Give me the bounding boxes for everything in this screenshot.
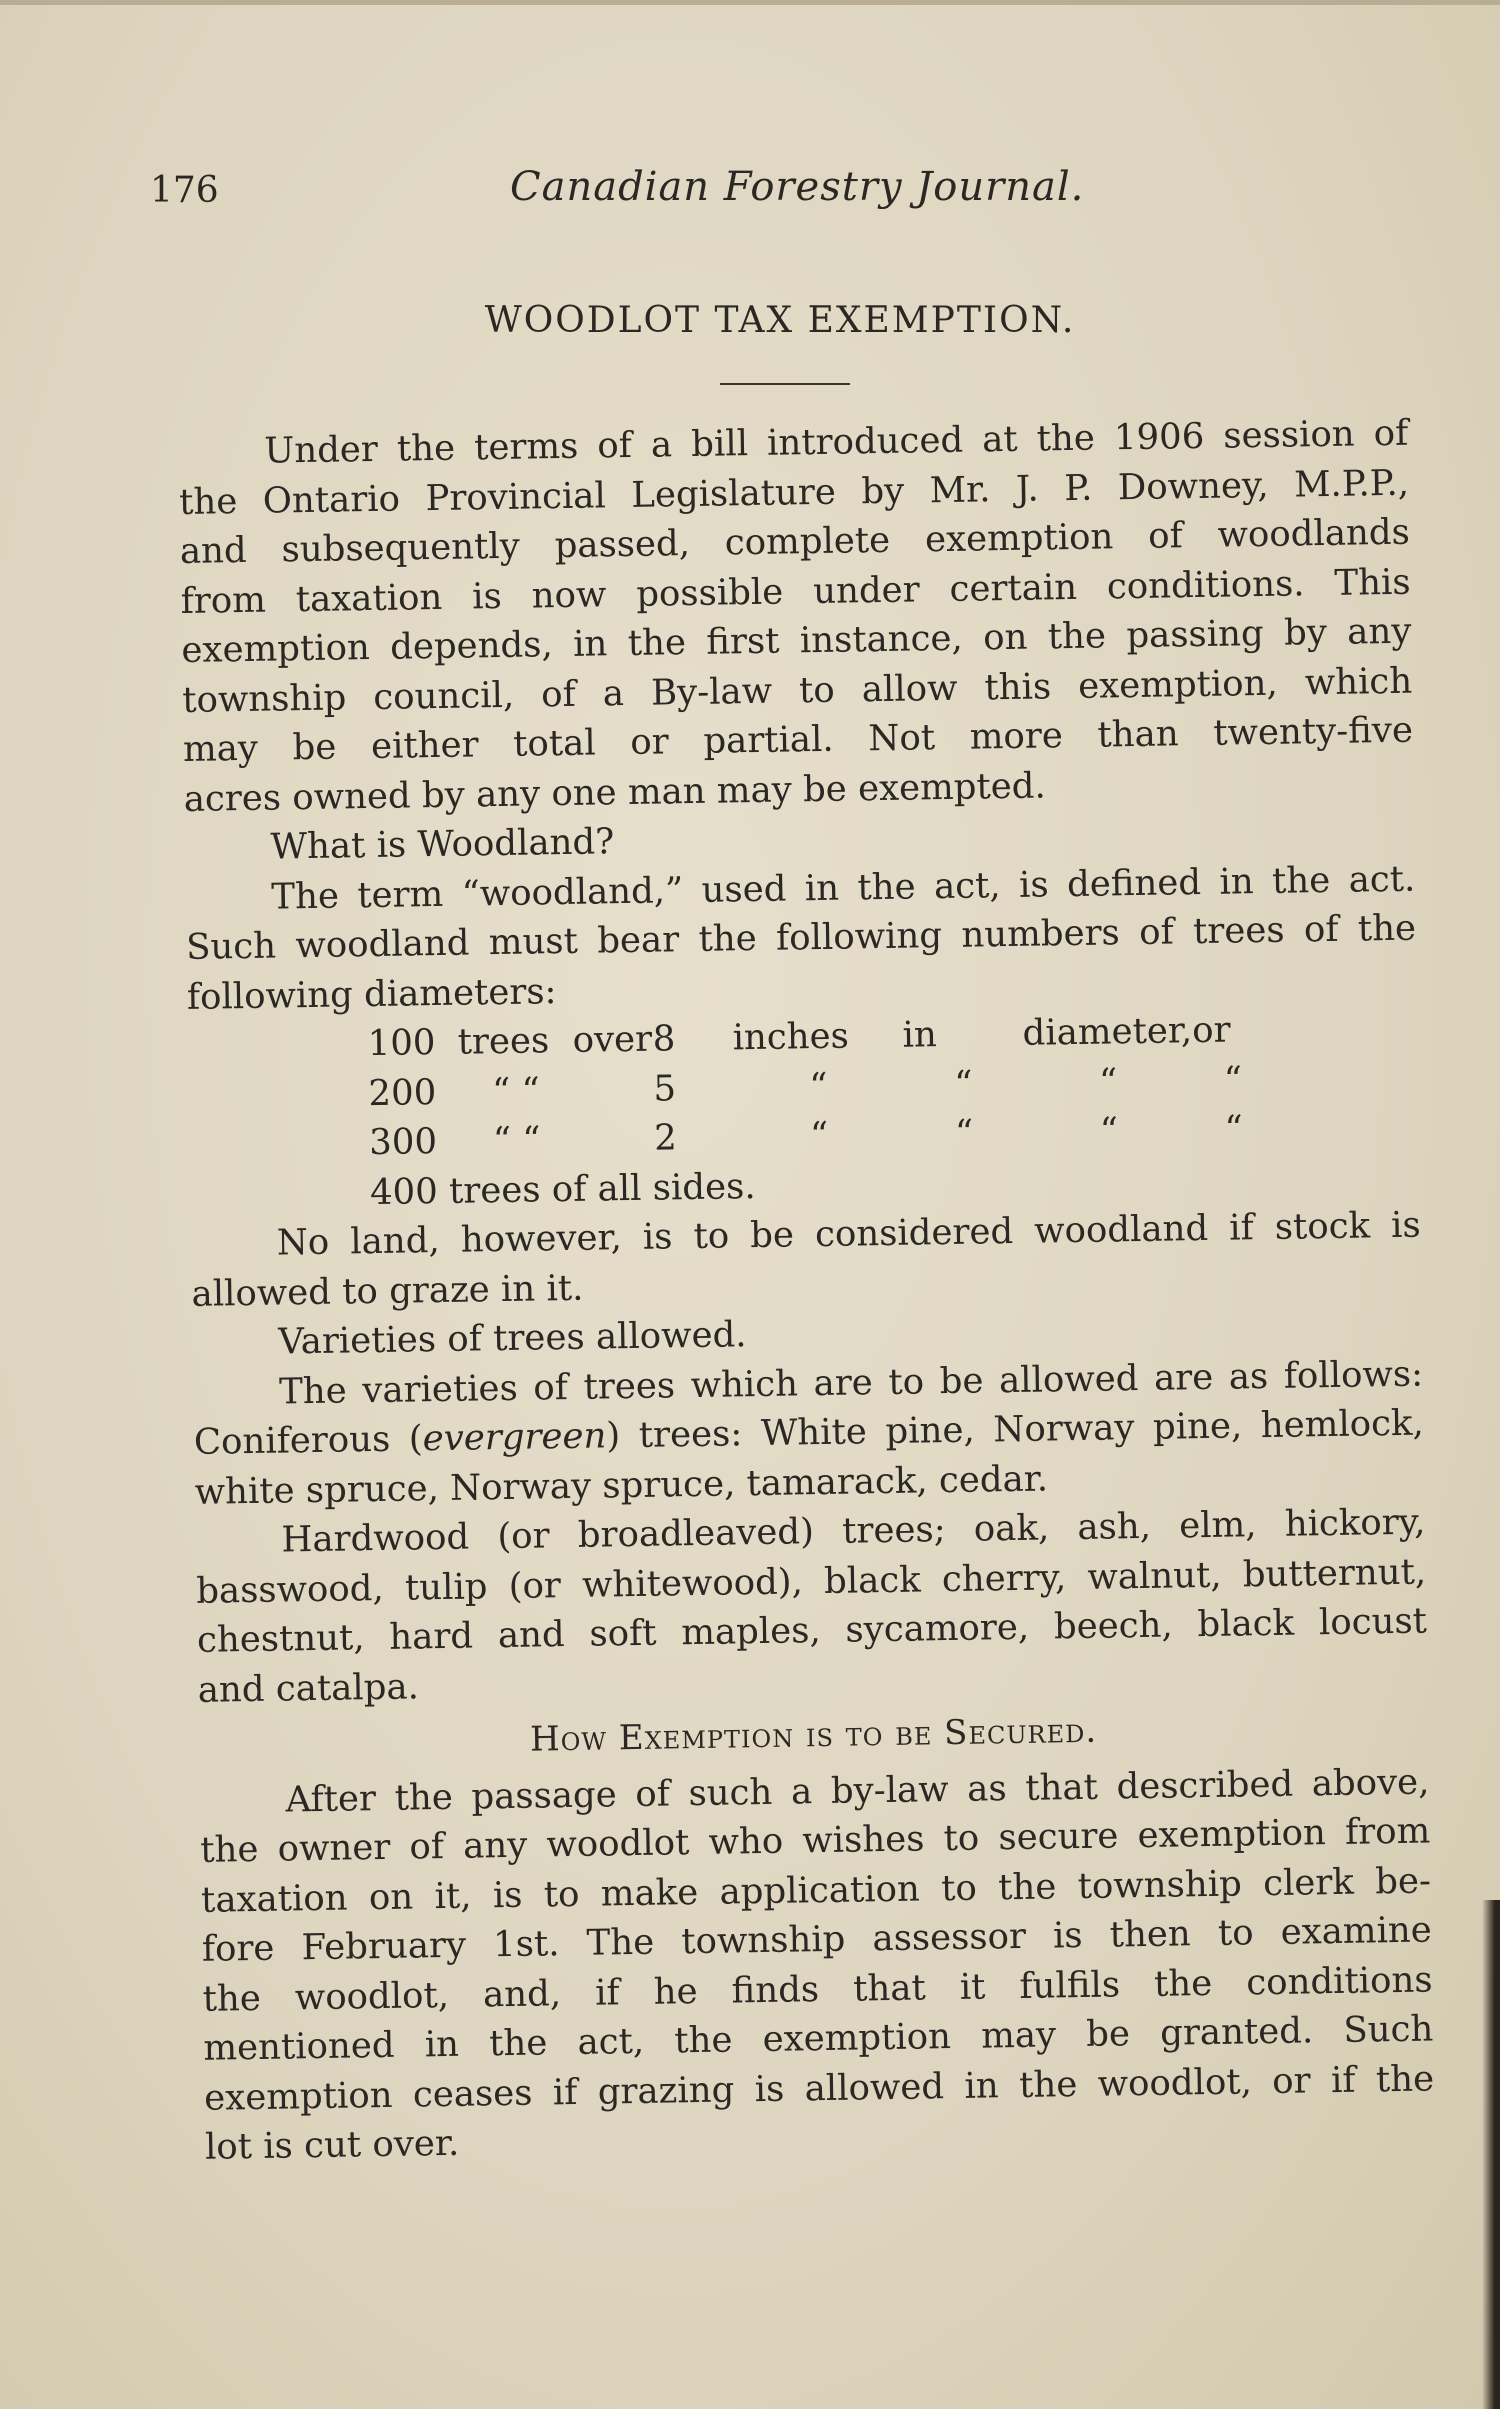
text-line: After the passage of such a by-law as that described above, — [285, 1761, 1430, 1820]
text-line: Under the terms of a bill introduced at the 1906 session of — [264, 412, 1409, 472]
table-cell: “ — [809, 1114, 829, 1157]
text-line: chestnut, hard and soft maples, sycamore, beech, black locust — [196, 1600, 1428, 1661]
text-line: mentioned in the act, the exemption may be granted. Such — [203, 2008, 1434, 2069]
table-cell: 200 — [368, 1071, 437, 1114]
table-cell: “ — [954, 1112, 974, 1154]
table-cell: 5 — [653, 1067, 677, 1110]
running-header — [150, 164, 1420, 230]
table-cell: “ — [1099, 1110, 1119, 1152]
table-cell: or — [1191, 1009, 1231, 1052]
text-line: township council, of a By-law to allow this exemption, which — [181, 660, 1413, 721]
text-line: basswood, tulip (or whitewood), black cherry, walnut, butternut, — [195, 1551, 1427, 1612]
definition-paragraph — [185, 854, 1417, 1022]
journal-title: Canadian Forestry Journal. — [510, 164, 1085, 210]
grazing-paragraph — [190, 1201, 1421, 1319]
text-line: the woodlot, and, if he finds that it fulfils the conditions — [202, 1958, 1433, 2020]
text-line: exemption depends, in the first instance, on the passing by any — [181, 610, 1412, 671]
text-line: The varieties of trees which are to be allowed are as follows: — [278, 1353, 1424, 1413]
table-cell: 100 — [367, 1022, 436, 1065]
article-body — [178, 409, 1435, 2173]
table-cell: 2 — [653, 1117, 678, 1159]
hardwood-paragraph — [195, 1498, 1428, 1715]
section-heading: How Exemption is to be Secured. — [529, 1710, 1098, 1760]
italic-term: evergreen — [422, 1415, 607, 1460]
procedure-paragraph — [199, 1757, 1435, 2172]
table-cell: “ — [953, 1063, 973, 1105]
text-line: The term “woodland,” used in the act, is defined in the act. — [271, 858, 1416, 918]
varieties-paragraph — [193, 1349, 1425, 1517]
text-line: lot is cut over. — [204, 2122, 460, 2168]
page-top-edge — [0, 0, 1500, 5]
intro-paragraph — [178, 409, 1414, 824]
table-cell — [574, 1114, 655, 1165]
text-line: Hardwood (or broadleaved) trees; oak, ash, elm, hickory, — [281, 1501, 1426, 1561]
table-cell: diameter, — [1022, 1010, 1193, 1054]
page-number: 176 — [150, 170, 219, 211]
text-line: from taxation is now possible under certain conditions. This — [180, 561, 1411, 622]
question-heading: What is Woodland? — [270, 821, 615, 868]
tree-diameter-table — [367, 1005, 1274, 1168]
binding-shadow — [1482, 1900, 1500, 2409]
text-line: fore February 1st. The township assessor is then to examine — [201, 1909, 1433, 1970]
text-line: No land, however, is to be considered woodland if stock is — [276, 1204, 1421, 1264]
text-segment: Coniferous ( — [193, 1418, 424, 1463]
varieties-heading: Varieties of trees allowed. — [278, 1314, 747, 1363]
table-cell: inches — [732, 1015, 850, 1059]
table-last-row: 400 trees of all sides. — [369, 1165, 756, 1213]
text-line: exemption ceases if grazing is allowed in the woodlot, or if the — [203, 2057, 1435, 2119]
table-cell: “ “ — [491, 1069, 541, 1112]
table-cell — [573, 1064, 654, 1115]
table-cell: “ — [1224, 1108, 1244, 1150]
text-line: Such woodland must bear the following numbers of trees of the — [185, 907, 1417, 968]
text-segment: ) trees: White pine, Norway pine, hemlock, — [606, 1402, 1425, 1457]
table-cell: “ — [1098, 1060, 1118, 1103]
article-title: WOODLOT TAX EXEMPTION. — [484, 300, 1076, 341]
text-line: the owner of any woodlot who wishes to secure exemption from — [200, 1810, 1431, 1871]
table-cell: “ — [809, 1065, 828, 1107]
text-line: taxation on it, is to make application to the township clerk be- — [200, 1860, 1432, 1921]
title-rule — [720, 383, 850, 385]
text-line: acres owned by any one man may be exempted. — [183, 764, 1047, 820]
text-line: allowed to graze in it. — [191, 1267, 584, 1315]
table-cell: over — [572, 1018, 653, 1061]
table-cell: 8 — [652, 1018, 676, 1060]
table-cell: “ — [1223, 1058, 1243, 1101]
text-line: white spruce, Norway spruce, tamarack, cedar. — [194, 1457, 1049, 1513]
text-line: following diameters: — [186, 970, 557, 1018]
table-cell: in — [902, 1014, 938, 1056]
text-line: the Ontario Provincial Legislature by Mr. J. P. Downey, M.P.P., — [178, 462, 1410, 523]
table-cell: “ “ — [492, 1119, 541, 1162]
text-line: and subsequently passed, complete exemption of woodlands — [179, 511, 1411, 572]
table-cell: 300 — [368, 1121, 438, 1164]
text-line: and catalpa. — [197, 1665, 420, 1711]
text-line: may be either total or partial. Not more than twenty-five — [182, 709, 1414, 770]
table-cell: trees — [457, 1020, 550, 1063]
